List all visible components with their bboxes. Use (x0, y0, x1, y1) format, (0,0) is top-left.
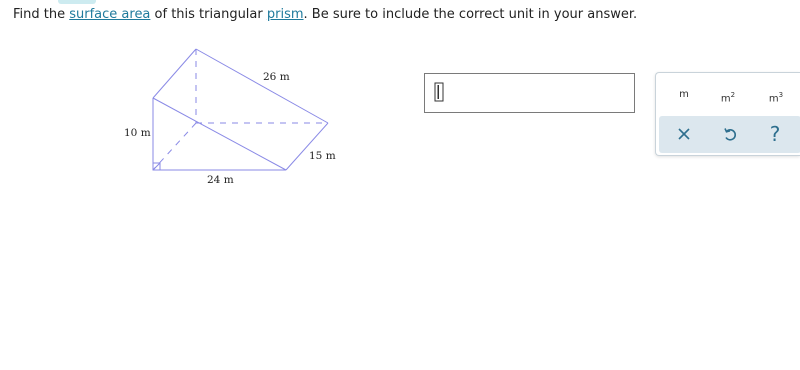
unit-m3-base: m (768, 93, 779, 105)
undo-button[interactable] (712, 120, 748, 148)
clear-button[interactable] (666, 120, 702, 148)
unit-m2-exponent: 2 (730, 91, 736, 99)
prism-figure (0, 0, 400, 200)
question-part-2: of this triangular (150, 7, 267, 22)
label-hypotenuse: 26 m (263, 71, 290, 83)
unit-keypad (655, 72, 800, 156)
answer-input[interactable] (424, 73, 635, 113)
input-cursor-icon (434, 82, 444, 102)
label-base: 24 m (207, 174, 234, 186)
edge-top-hypotenuse (196, 49, 328, 123)
unit-m3-button[interactable] (758, 85, 794, 105)
unit-m2-button[interactable] (710, 85, 746, 105)
surface-area-link[interactable]: surface area (69, 7, 151, 22)
unit-m-button[interactable] (666, 85, 702, 105)
edge-top-left (153, 49, 196, 98)
edge-right-depth (286, 123, 328, 170)
action-row (659, 116, 800, 153)
unit-row (656, 73, 800, 117)
label-depth: 15 m (309, 150, 336, 162)
question-part-3: . Be sure to include the correct unit in your answer. (303, 7, 638, 22)
label-height: 10 m (124, 127, 151, 139)
help-button[interactable] (757, 120, 793, 148)
prism-link[interactable]: prism (266, 7, 304, 22)
unit-m-label: m (679, 89, 689, 100)
help-icon: ? (769, 122, 781, 146)
unit-m3-exponent: 3 (778, 91, 784, 99)
unit-m2-base: m (720, 93, 731, 105)
edge-front-hypotenuse (153, 98, 286, 170)
close-icon (677, 127, 691, 141)
undo-icon (722, 126, 738, 142)
question-part-1: Find the (13, 7, 70, 22)
